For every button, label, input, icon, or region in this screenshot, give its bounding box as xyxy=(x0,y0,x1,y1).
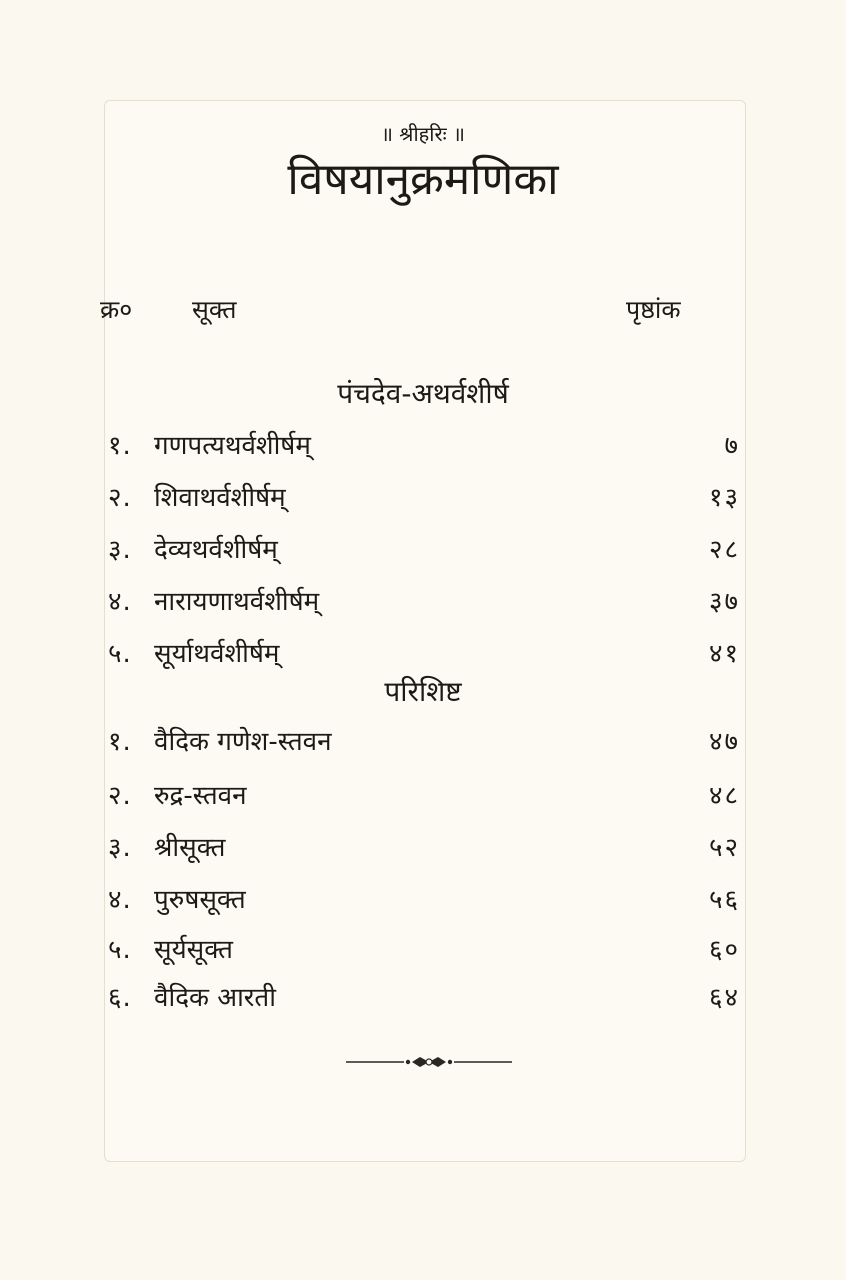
entry-page: ६० xyxy=(708,935,740,965)
toc-entry[interactable] xyxy=(108,824,740,874)
entry-page: ५६ xyxy=(708,885,740,915)
section-title-parishisht: परिशिष्ट xyxy=(384,675,462,708)
entry-number: ४. xyxy=(108,885,132,915)
entry-page: ३७ xyxy=(708,587,740,617)
entry-title: रुद्र-स्तवन xyxy=(154,781,247,811)
entry-page: ७ xyxy=(724,431,740,461)
entry-title: नारायणाथर्वशीर्षम् xyxy=(154,587,320,617)
entry-page: २८ xyxy=(708,535,740,565)
page-title: विषयानुक्रमणिका xyxy=(287,154,559,205)
entry-page: ६४ xyxy=(708,983,740,1013)
entry-page: ४८ xyxy=(708,781,740,811)
entry-title: वैदिक गणेश-स्तवन xyxy=(154,727,332,757)
entry-title: सूर्याथर्वशीर्षम् xyxy=(154,639,280,669)
entry-page: ४७ xyxy=(708,727,740,757)
entry-title: पुरुषसूक्त xyxy=(154,885,246,915)
entry-number: १. xyxy=(108,431,132,461)
column-header-number: क्र० xyxy=(100,295,133,324)
entry-title: सूर्यसूक्त xyxy=(154,935,233,965)
entry-number: १. xyxy=(108,727,132,757)
entry-title: श्रीसूक्त xyxy=(154,833,226,863)
entry-number: ५. xyxy=(108,935,132,965)
entry-number: ६. xyxy=(108,983,132,1013)
toc-entry[interactable] xyxy=(108,718,740,768)
entry-title: देव्यथर्वशीर्षम् xyxy=(154,535,278,565)
column-header-page: पृष्ठांक xyxy=(626,295,681,324)
toc-entry[interactable] xyxy=(108,578,740,628)
toc-entry[interactable] xyxy=(108,926,740,976)
toc-entry[interactable] xyxy=(108,876,740,926)
entry-title: शिवाथर्वशीर्षम् xyxy=(154,483,286,513)
entry-number: २. xyxy=(108,483,132,513)
toc-entry[interactable] xyxy=(108,772,740,822)
toc-entry[interactable] xyxy=(108,422,740,472)
entry-page: ५२ xyxy=(708,833,740,863)
entry-page: ४१ xyxy=(708,639,740,669)
entry-number: ४. xyxy=(108,587,132,617)
entry-title: गणपत्यथर्वशीर्षम् xyxy=(154,431,311,461)
entry-number: ३. xyxy=(108,833,132,863)
toc-entry[interactable] xyxy=(108,526,740,576)
entry-page: १३ xyxy=(708,483,740,513)
toc-entry[interactable] xyxy=(108,974,740,1024)
section-title-panchdev: पंचदेव-अथर्वशीर्ष xyxy=(337,377,509,410)
invocation-heading: ॥ श्रीहरिः ॥ xyxy=(380,122,466,146)
entry-number: २. xyxy=(108,781,132,811)
toc-entry[interactable] xyxy=(108,474,740,524)
ornamental-divider-icon xyxy=(346,1052,512,1072)
column-header-title: सूक्त xyxy=(192,295,237,324)
entry-number: ५. xyxy=(108,639,132,669)
entry-number: ३. xyxy=(108,535,132,565)
entry-title: वैदिक आरती xyxy=(154,983,276,1013)
